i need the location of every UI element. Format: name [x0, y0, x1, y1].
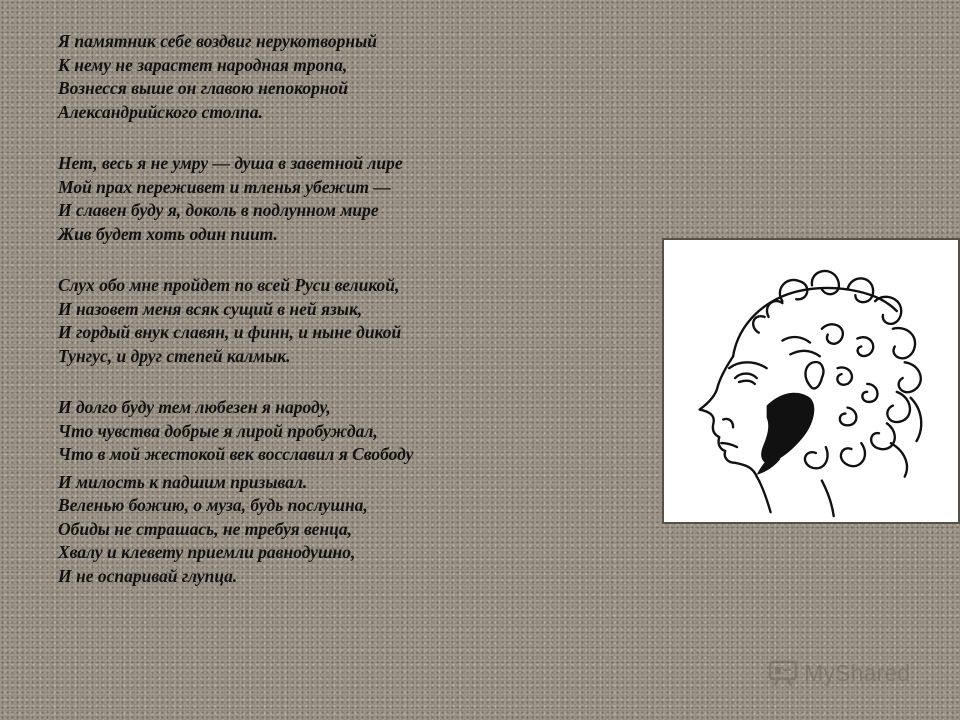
presentation-board-icon [768, 659, 798, 687]
stanza-2 [58, 152, 618, 246]
poem-line: Мой прах переживет и тленья убежит — [58, 176, 391, 197]
stanza-1 [58, 30, 618, 124]
poem-line: Александрийского столпа. [58, 101, 263, 122]
poem-line: Нет, весь я не умру — душа в заветной лире [58, 153, 403, 173]
poem-line: Обиды не страшась, не требуя венца, [58, 518, 352, 539]
watermark-text: MyShared [804, 659, 911, 686]
poem-line: И не оспаривай глупца. [58, 565, 238, 586]
watermark [768, 656, 910, 690]
portrait-frame [662, 238, 960, 524]
stanza-5 [58, 471, 618, 589]
poem-line: И назовет меня всяк сущий в ней язык, [58, 298, 363, 319]
poem-line: И милость к падшим призывал. [58, 471, 308, 492]
poem-line: Жив будет хоть один пиит. [58, 223, 278, 244]
poem-line: И долго буду тем любезен я народу, [58, 397, 331, 417]
poem [58, 30, 618, 616]
poem-line: Веленью божию, о муза, будь послушна, [58, 495, 368, 515]
poem-line: Что чувства добрые я лирой пробуждал, [58, 420, 378, 441]
poem-line: Что в мой жестокой век восславил я Свободу [58, 444, 414, 464]
stanza-4 [58, 396, 618, 467]
poem-line: Хвалу и клевету приемли равнодушно, [58, 542, 356, 562]
poem-line: И гордый внук славян, и финн, и ныне дикой [58, 322, 402, 342]
poem-line: Вознесся выше он главою непокорной [58, 78, 349, 98]
poem-line: Я памятник себе воздвиг нерукотворный [58, 31, 377, 51]
stanza-3 [58, 274, 618, 368]
pushkin-sketch-portrait-icon [664, 240, 958, 522]
poem-line: К нему не зарастет народная тропа, [58, 54, 348, 75]
poem-line: Тунгус, и друг степей калмык. [58, 345, 291, 366]
poem-line: И славен буду я, доколь в подлунном мире [58, 200, 379, 220]
poem-line: Слух обо мне пройдет по всей Руси великой, [58, 275, 400, 295]
